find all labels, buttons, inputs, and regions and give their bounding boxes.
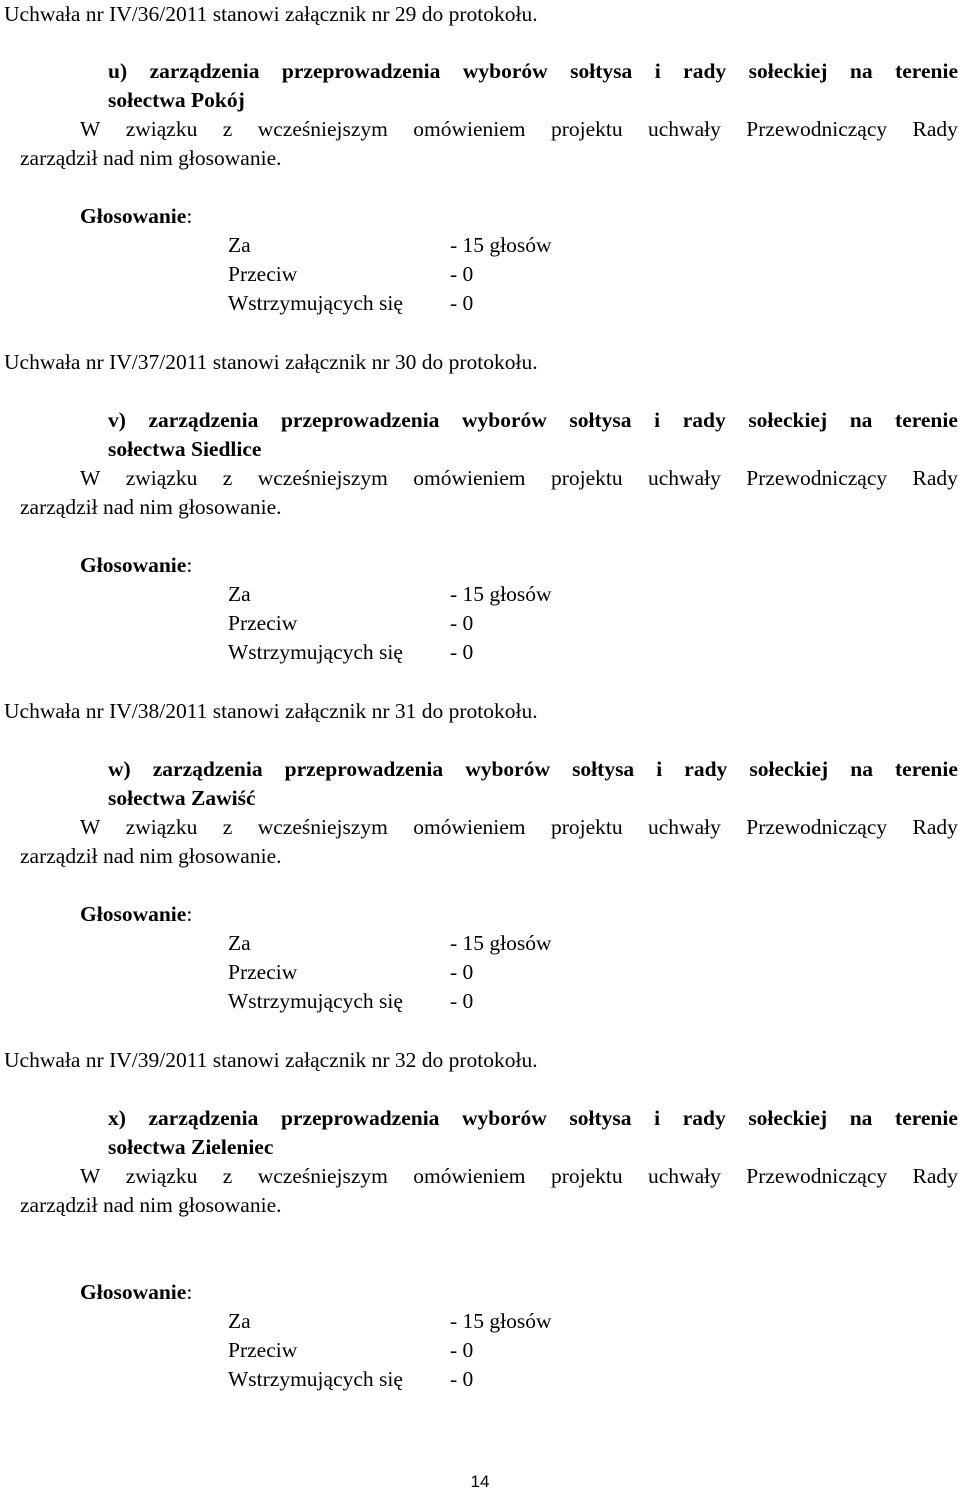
vote-for-label: Za (228, 233, 251, 257)
section-heading: w) zarządzenia przeprowadzenia wyborów sołtysa i rady sołeckiej na terenie (108, 755, 958, 784)
vote-against-label: Przeciw (228, 960, 298, 984)
section-body: W związku z wcześniejszym omówieniem projektu uchwały Przewodniczący Rady (80, 1164, 958, 1188)
section-letter: w) (108, 757, 131, 781)
vote-abstain-value: - 0 (450, 291, 474, 315)
vote-heading: Głosowanie: (80, 204, 193, 228)
vote-for-value: - 15 głosów (450, 931, 552, 955)
section-body: W związku z wcześniejszym omówieniem projektu uchwały Przewodniczący Rady (80, 815, 958, 839)
section-body-line2: zarządził nad nim głosowanie. (20, 1193, 282, 1217)
vote-heading: Głosowanie: (80, 902, 193, 926)
vote-for-value: - 15 głosów (450, 233, 552, 257)
vote-abstain-label: Wstrzymujących się (228, 989, 403, 1013)
top-resolution-note: Uchwała nr IV/36/2011 stanowi załącznik nr 29 do protokołu. (4, 2, 538, 26)
vote-against-label: Przeciw (228, 262, 298, 286)
vote-against-label: Przeciw (228, 611, 298, 635)
page-number: 14 (470, 1472, 490, 1491)
section-heading-line2: sołectwa Siedlice (108, 437, 262, 461)
vote-abstain-value: - 0 (450, 989, 474, 1013)
vote-for-value: - 15 głosów (450, 1309, 552, 1333)
vote-abstain-label: Wstrzymujących się (228, 1367, 403, 1391)
vote-abstain-value: - 0 (450, 1367, 474, 1391)
section-heading-line2: sołectwa Zawiść (108, 786, 256, 810)
vote-abstain-value: - 0 (450, 640, 474, 664)
vote-against-value: - 0 (450, 1338, 474, 1362)
section-body: W związku z wcześniejszym omówieniem projektu uchwały Przewodniczący Rady (80, 117, 958, 141)
vote-against-value: - 0 (450, 262, 474, 286)
vote-for-label: Za (228, 1309, 251, 1333)
section-heading: x) zarządzenia przeprowadzenia wyborów sołtysa i rady sołeckiej na terenie (108, 1104, 958, 1133)
resolution-note: Uchwała nr IV/37/2011 stanowi załącznik nr 30 do protokołu. (4, 350, 538, 374)
section-letter: u) (108, 59, 128, 83)
section-letter: x) (108, 1106, 126, 1130)
vote-for-label: Za (228, 931, 251, 955)
section-heading: u) zarządzenia przeprowadzenia wyborów sołtysa i rady sołeckiej na terenie (108, 57, 958, 86)
resolution-note: Uchwała nr IV/38/2011 stanowi załącznik nr 31 do protokołu. (4, 699, 538, 723)
vote-against-value: - 0 (450, 611, 474, 635)
vote-against-value: - 0 (450, 960, 474, 984)
section-heading: v) zarządzenia przeprowadzenia wyborów sołtysa i rady sołeckiej na terenie (108, 406, 958, 435)
section-letter: v) (108, 408, 126, 432)
vote-heading: Głosowanie: (80, 553, 193, 577)
vote-abstain-label: Wstrzymujących się (228, 640, 403, 664)
section-body-line2: zarządził nad nim głosowanie. (20, 146, 282, 170)
section-heading-line2: sołectwa Pokój (108, 88, 245, 112)
vote-abstain-label: Wstrzymujących się (228, 291, 403, 315)
vote-against-label: Przeciw (228, 1338, 298, 1362)
vote-for-value: - 15 głosów (450, 582, 552, 606)
section-body-line2: zarządził nad nim głosowanie. (20, 844, 282, 868)
section-body: W związku z wcześniejszym omówieniem projektu uchwały Przewodniczący Rady (80, 466, 958, 490)
resolution-note: Uchwała nr IV/39/2011 stanowi załącznik nr 32 do protokołu. (4, 1048, 538, 1072)
section-body-line2: zarządził nad nim głosowanie. (20, 495, 282, 519)
vote-for-label: Za (228, 582, 251, 606)
vote-heading: Głosowanie: (80, 1280, 193, 1304)
section-heading-line2: sołectwa Zieleniec (108, 1135, 274, 1159)
